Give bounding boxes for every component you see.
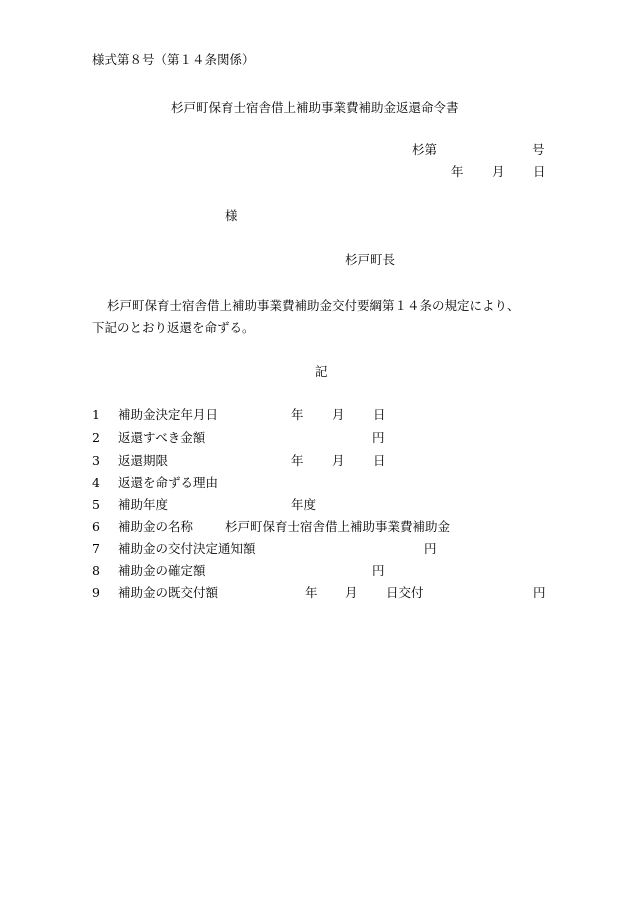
item-label: 返還すべき金額: [118, 430, 206, 445]
item-yen: 円: [372, 563, 385, 578]
issue-date-year: 年: [451, 164, 464, 179]
item-day: 日交付: [386, 585, 424, 600]
list-item: [92, 541, 562, 559]
item-month: 月: [332, 407, 345, 422]
item-label: 返還を命ずる理由: [118, 475, 219, 490]
list-item: [92, 497, 562, 515]
item-label: 補助金の既交付額: [118, 585, 219, 600]
item-yen: 円: [424, 541, 437, 556]
item-number: 9: [92, 585, 100, 600]
item-value: 杉戸町保育士宿舎借上補助事業費補助金: [225, 519, 451, 534]
item-number: 8: [92, 563, 100, 578]
form-label: 様式第８号（第１４条関係）: [92, 52, 255, 67]
reference-prefix: 杉第: [412, 142, 438, 157]
list-item: [92, 585, 562, 603]
item-month: 月: [332, 453, 345, 468]
notation-ki: 記: [315, 364, 328, 379]
item-number: 2: [92, 430, 100, 445]
list-item: [92, 407, 562, 425]
item-yen: 円: [372, 430, 385, 445]
item-number: 6: [92, 519, 100, 534]
item-year: 年: [291, 453, 304, 468]
item-number: 4: [92, 475, 100, 490]
item-year: 年: [305, 585, 318, 600]
item-month: 月: [345, 585, 358, 600]
list-item: [92, 475, 562, 493]
item-number: 7: [92, 541, 100, 556]
item-fiscal-year: 年度: [291, 497, 317, 512]
item-label: 補助年度: [118, 497, 169, 512]
item-label: 補助金の確定額: [118, 563, 206, 578]
list-item: [92, 563, 562, 581]
list-item: [92, 519, 562, 537]
reference-suffix: 号: [532, 142, 545, 157]
body-line-1: 杉戸町保育士宿舎借上補助事業費補助金交付要綱第１４条の規定により、: [107, 298, 520, 313]
item-label: 返還期限: [118, 453, 169, 468]
item-label: 補助金の交付決定通知額: [118, 541, 256, 556]
issuer-title: 杉戸町長: [345, 252, 396, 267]
item-number: 3: [92, 453, 100, 468]
issue-date-month: 月: [492, 164, 505, 179]
addressee-honorific: 様: [225, 208, 238, 223]
item-yen: 円: [533, 585, 546, 600]
item-day: 日: [373, 407, 386, 422]
item-number: 1: [92, 407, 100, 422]
item-label: 補助金決定年月日: [118, 407, 219, 422]
item-number: 5: [92, 497, 100, 512]
body-line-2: 下記のとおり返還を命ずる。: [92, 320, 255, 335]
item-label: 補助金の名称: [118, 519, 194, 534]
item-day: 日: [373, 453, 386, 468]
document-title: 杉戸町保育士宿舎借上補助事業費補助金返還命令書: [171, 100, 459, 115]
list-item: [92, 430, 562, 448]
list-item: [92, 453, 562, 471]
item-year: 年: [291, 407, 304, 422]
issue-date-day: 日: [533, 164, 546, 179]
